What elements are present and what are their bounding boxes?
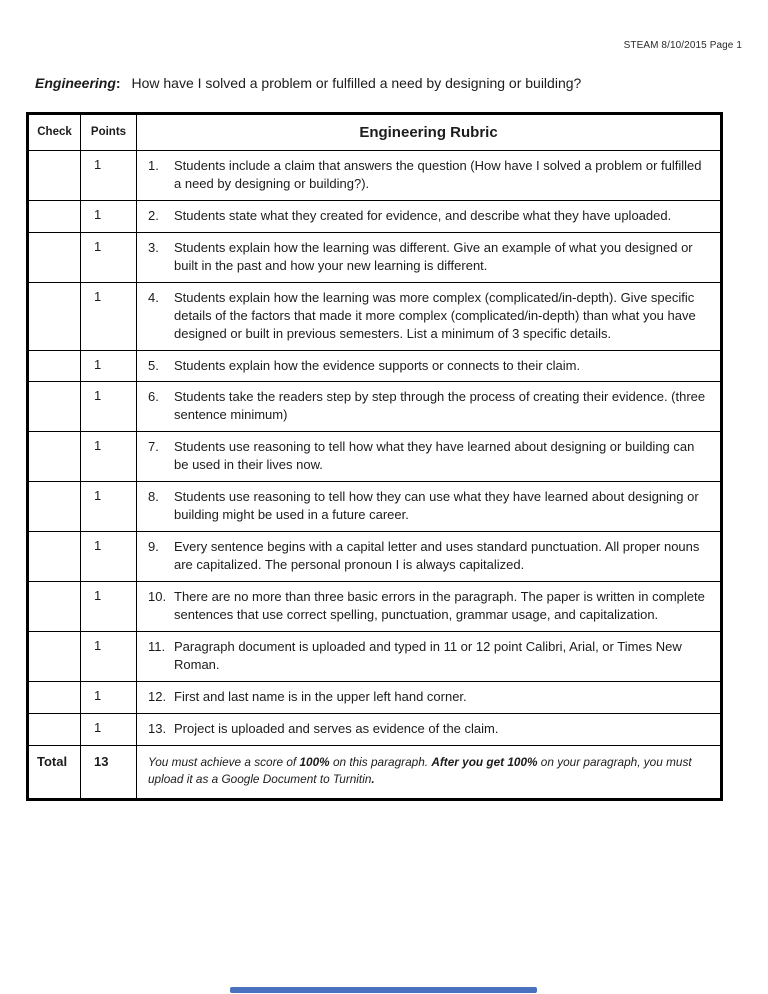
rubric-item-number: 12. [148, 688, 167, 704]
check-cell [28, 382, 81, 432]
rubric-item [137, 382, 722, 432]
total-note: You must achieve a score of 100% on this paragraph. After you get 100% on your paragraph, you must upload it as a Google Document to Turnitin. [137, 745, 722, 799]
points-value: 1 [81, 581, 137, 631]
points-value: 1 [81, 382, 137, 432]
check-cell [28, 581, 81, 631]
check-cell [28, 282, 81, 350]
table-row [28, 713, 722, 745]
document-title [35, 74, 735, 92]
rubric-item-text: Students explain how the evidence supports or connects to their claim. [174, 357, 581, 373]
rubric-item [137, 482, 722, 532]
check-cell [28, 631, 81, 681]
rubric-item-number: 3. [148, 239, 159, 255]
header-row [28, 114, 722, 151]
points-value: 1 [81, 713, 137, 745]
rubric-item [137, 350, 722, 382]
rubric-item-number: 10. [148, 588, 167, 604]
rubric-item-number: 6. [148, 389, 159, 405]
check-cell [28, 432, 81, 482]
points-value: 1 [81, 532, 137, 582]
rubric-item-number: 8. [148, 489, 159, 505]
table-row [28, 151, 722, 201]
page-header-text: STEAM 8/10/2015 Page 1 [623, 40, 742, 51]
points-value: 1 [81, 432, 137, 482]
points-value: 1 [81, 631, 137, 681]
total-label: Total [28, 745, 81, 799]
rubric-item-text: Students include a claim that answers the question (How have I solved a problem or fulfilled a need by designing or building?). [174, 158, 702, 191]
rubric-item [137, 681, 722, 713]
table-row [28, 631, 722, 681]
rubric-item-number: 4. [148, 289, 159, 305]
rubric-item-number: 2. [148, 207, 159, 223]
rubric-item-text: Students take the readers step by step through the process of creating their evidence. (three sentence minimum) [174, 389, 706, 423]
rubric-item-text: First and last name is in the upper left hand corner. [174, 688, 467, 704]
rubric-item-text: Students explain how the learning was more complex (complicated/in-depth). Give specific details of the factors that made it more complex (complicated/in-depth) than what you have designed or built in previous semesters. List a minimum of 3 specific details. [174, 289, 696, 341]
table-row [28, 482, 722, 532]
column-header-rubric-title: Engineering Rubric [137, 114, 722, 151]
rubric-item-text: Students use reasoning to tell how they can use what they have learned about designing or building might be used in a future career. [174, 489, 699, 523]
column-header-check: Check [28, 114, 81, 151]
rubric-item-text: Project is uploaded and serves as evidence of the claim. [174, 720, 499, 736]
title-colon: : [115, 75, 121, 91]
total-points-value: 13 [81, 745, 137, 799]
rubric-item [137, 151, 722, 201]
points-value: 1 [81, 482, 137, 532]
rubric-item [137, 282, 722, 350]
points-value: 1 [81, 350, 137, 382]
rubric-item-text: Students explain how the learning was different. Give an example of what you designed or built in the past and how your new learning is different. [174, 239, 693, 273]
rubric-item-text: Paragraph document is uploaded and typed in 11 or 12 point Calibri, Arial, or Times New Roman. [174, 638, 682, 672]
rubric-item-number: 7. [148, 439, 159, 455]
rubric-item [137, 232, 722, 282]
title-question: How have I solved a problem or fulfilled a need by designing or building? [131, 75, 582, 91]
table-row [28, 382, 722, 432]
column-header-points: Points [81, 114, 137, 151]
check-cell [28, 482, 81, 532]
title-subject: Engineering [35, 75, 116, 91]
check-cell [28, 151, 81, 201]
points-value: 1 [81, 232, 137, 282]
points-value: 1 [81, 681, 137, 713]
table-row [28, 350, 722, 382]
table-row [28, 282, 722, 350]
rubric-item-number: 11. [148, 638, 166, 654]
check-cell [28, 713, 81, 745]
bottom-progress-bar[interactable] [230, 987, 537, 993]
rubric-item [137, 532, 722, 582]
rubric-item [137, 713, 722, 745]
check-cell [28, 232, 81, 282]
table-row [28, 681, 722, 713]
table-row [28, 532, 722, 582]
table-row [28, 432, 722, 482]
points-value: 1 [81, 151, 137, 201]
rubric-item-text: Students state what they created for evidence, and describe what they have uploaded. [174, 207, 672, 223]
rubric-item [137, 432, 722, 482]
check-cell [28, 200, 81, 232]
rubric-item [137, 581, 722, 631]
check-cell [28, 681, 81, 713]
rubric-table [26, 112, 723, 801]
check-cell [28, 532, 81, 582]
rubric-item-number: 1. [148, 158, 159, 173]
rubric-item-number: 13. [148, 720, 167, 736]
rubric-item-number: 5. [148, 357, 159, 373]
rubric-item-text: There are no more than three basic errors in the paragraph. The paper is written in complete sentences that use correct spelling, punctuation, grammar usage, and capitalization. [174, 588, 705, 622]
points-value: 1 [81, 282, 137, 350]
table-row [28, 200, 722, 232]
points-value: 1 [81, 200, 137, 232]
rubric-item-text: Every sentence begins with a capital letter and uses standard punctuation. All proper nouns are capitalized. The personal pronoun I is always capitalized. [174, 539, 700, 572]
rubric-item-number: 9. [148, 539, 159, 555]
check-cell [28, 350, 81, 382]
table-row [28, 232, 722, 282]
rubric-item [137, 631, 722, 681]
rubric-item [137, 200, 722, 232]
rubric-item-text: Students use reasoning to tell how what they have learned about designing or building can be used in their lives now. [174, 439, 695, 473]
total-row [28, 745, 722, 799]
table-row [28, 581, 722, 631]
